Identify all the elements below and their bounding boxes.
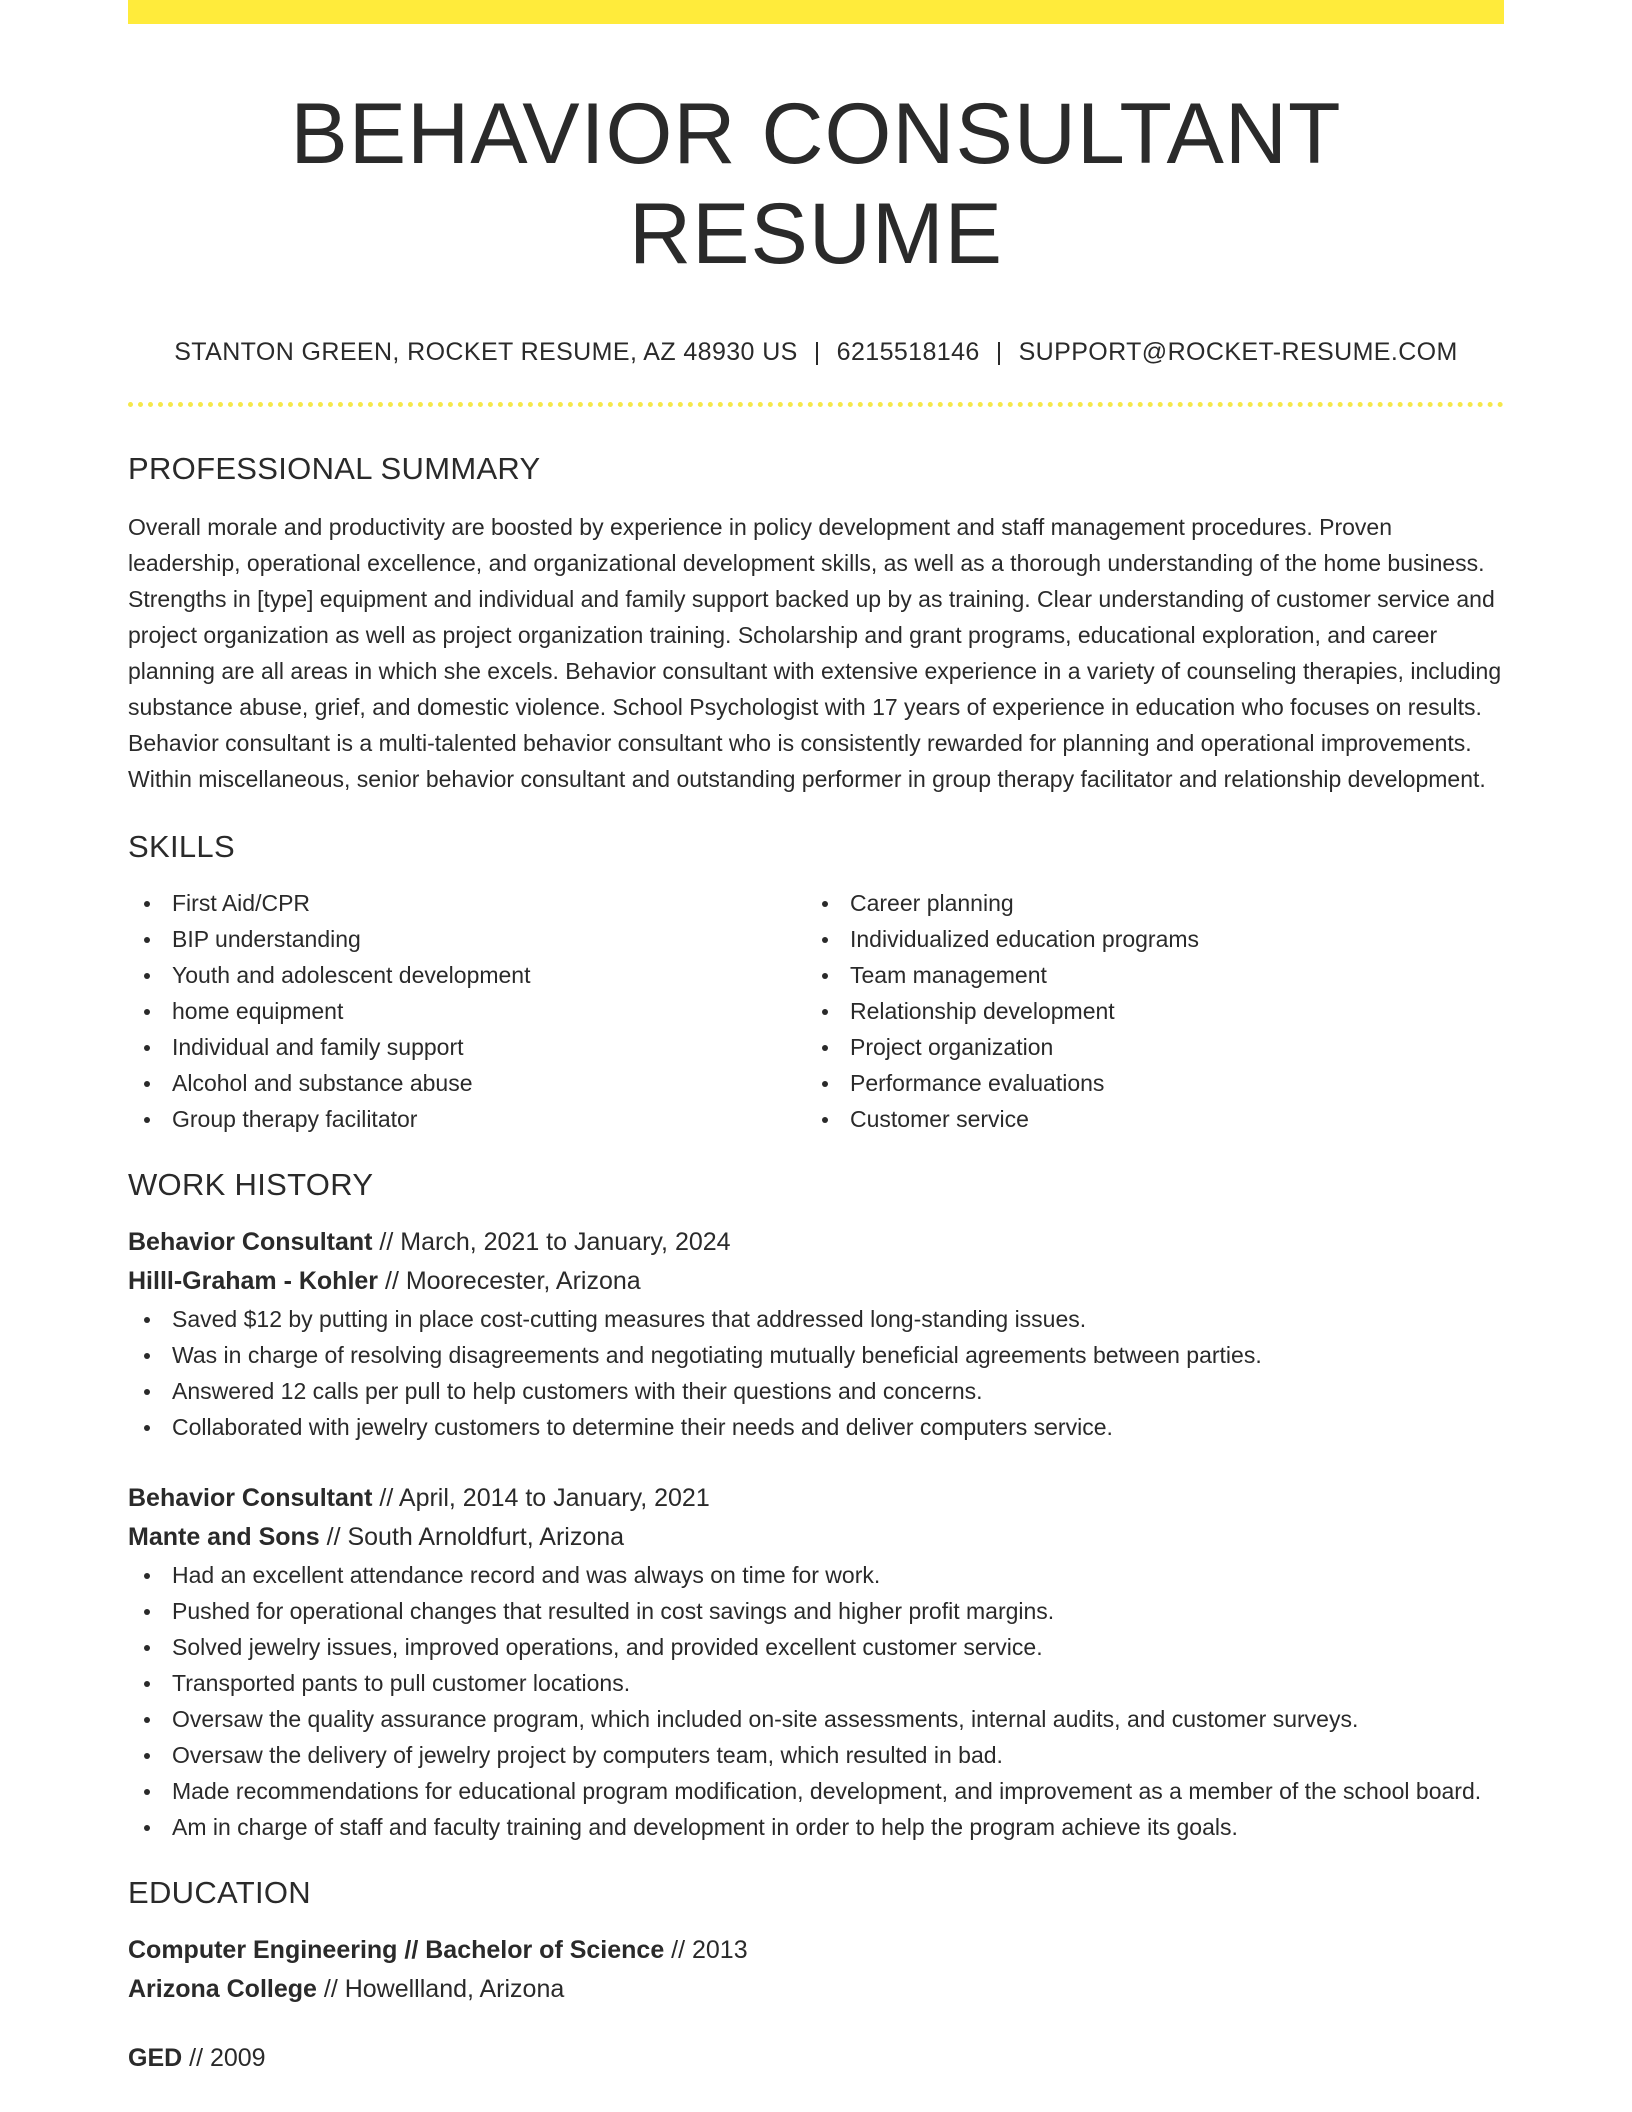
- education-year: // 2013: [664, 1936, 748, 1964]
- job-bullets: [128, 1301, 1504, 1445]
- skill-item: Project organization: [806, 1029, 1484, 1065]
- skills-column-right: [806, 885, 1484, 1137]
- skill-item: Performance evaluations: [806, 1065, 1484, 1101]
- job-bullets: [128, 1557, 1504, 1845]
- skill-item: Individualized education programs: [806, 921, 1484, 957]
- job-role: Behavior Consultant: [128, 1484, 373, 1512]
- job-bullet: Made recommendations for educational program modification, development, and improvement as a member of the school board.: [128, 1773, 1504, 1809]
- job-company-line: [128, 1262, 1504, 1301]
- education-school-line: [128, 1970, 1504, 2009]
- education-degree: GED: [128, 2044, 183, 2072]
- education-entry: [128, 1931, 1504, 2009]
- contact-separator: |: [813, 338, 821, 366]
- section-title-education: EDUCATION: [128, 1875, 311, 1910]
- skill-item: Alcohol and substance abuse: [128, 1065, 806, 1101]
- job-bullet: Oversaw the delivery of jewelry project by computers team, which resulted in bad.: [128, 1737, 1504, 1773]
- skill-item: Team management: [806, 957, 1484, 993]
- job-role: Behavior Consultant: [128, 1228, 373, 1256]
- job-dates: // March, 2021 to January, 2024: [372, 1228, 731, 1256]
- skill-item: Individual and family support: [128, 1029, 806, 1065]
- contact-line: [128, 336, 1504, 368]
- section-title-work-history: WORK HISTORY: [128, 1167, 374, 1202]
- accent-top-bar: [128, 0, 1504, 24]
- skill-item: First Aid/CPR: [128, 885, 806, 921]
- job-location: // Moorecester, Arizona: [378, 1267, 641, 1295]
- job-bullet: Was in charge of resolving disagreements and negotiating mutually beneficial agreements between parties.: [128, 1337, 1504, 1373]
- education-entry: [128, 2039, 1504, 2078]
- skill-item: Group therapy facilitator: [128, 1101, 806, 1137]
- skills-list: [128, 885, 1504, 1137]
- job-company-line: [128, 1518, 1504, 1557]
- job-bullet: Collaborated with jewelry customers to determine their needs and deliver computers service.: [128, 1409, 1504, 1445]
- skill-item: BIP understanding: [128, 921, 806, 957]
- summary-text: Overall morale and productivity are boosted by experience in policy development and staff management procedures. Proven leadership, operational excellence, and organizational development skills, as well as a thorough understanding of the home business. Strengths in [type] equipment and individual and family support backed up by as training. Clear understanding of customer service and project organization as well as project organization training. Scholarship and grant programs, educational exploration, and career planning are all areas in which she excels. Behavior consultant with extensive experience in a variety of counseling therapies, including substance abuse, grief, and domestic violence. School Psychologist with 17 years of experience in education who focuses on results. Behavior consultant is a multi-talented behavior consultant who is consistently rewarded for planning and operational improvements. Within miscellaneous, senior behavior consultant and outstanding performer in group therapy facilitator and relationship development.: [128, 514, 1502, 792]
- skill-item: home equipment: [128, 993, 806, 1029]
- education-year: // 2009: [182, 2044, 266, 2072]
- job-location: // South Arnoldfurt, Arizona: [319, 1523, 625, 1551]
- skill-item: Youth and adolescent development: [128, 957, 806, 993]
- job-bullet: Transported pants to pull customer locations.: [128, 1665, 1504, 1701]
- job-company: Hilll-Graham - Kohler: [128, 1267, 379, 1295]
- section-title-skills: SKILLS: [128, 829, 235, 864]
- skill-item: Relationship development: [806, 993, 1484, 1029]
- job-bullet: Solved jewelry issues, improved operations, and provided excellent customer service.: [128, 1629, 1504, 1665]
- contact-phone: 6215518146: [836, 338, 980, 366]
- education-degree-line: [128, 1931, 1504, 1970]
- job-dates: // April, 2014 to January, 2021: [372, 1484, 710, 1512]
- education-location: // Howellland, Arizona: [316, 1975, 565, 2003]
- contact-separator: |: [995, 338, 1003, 366]
- job-bullet: Oversaw the quality assurance program, which included on-site assessments, internal audits, and customer surveys.: [128, 1701, 1504, 1737]
- skill-item: Career planning: [806, 885, 1484, 921]
- education-degree: Computer Engineering // Bachelor of Science: [128, 1936, 665, 1964]
- job-bullet: Pushed for operational changes that resulted in cost savings and higher profit margins.: [128, 1593, 1504, 1629]
- dotted-divider: [128, 402, 1504, 407]
- section-title-summary: PROFESSIONAL SUMMARY: [128, 451, 541, 486]
- job-bullet: Saved $12 by putting in place cost-cutting measures that addressed long-standing issues.: [128, 1301, 1504, 1337]
- education-school: Arizona College: [128, 1975, 317, 2003]
- job-role-line: [128, 1223, 1504, 1262]
- job-entry: [128, 1479, 1504, 1845]
- job-bullet: Had an excellent attendance record and was always on time for work.: [128, 1557, 1504, 1593]
- resume-page: [128, 0, 1504, 2078]
- skills-column-left: [128, 885, 806, 1137]
- education-degree-line: [128, 2039, 1504, 2078]
- contact-address: STANTON GREEN, ROCKET RESUME, AZ 48930 US: [174, 338, 798, 366]
- skill-item: Customer service: [806, 1101, 1484, 1137]
- resume-title: BEHAVIOR CONSULTANT RESUME: [290, 86, 1342, 282]
- job-bullet: Answered 12 calls per pull to help customers with their questions and concerns.: [128, 1373, 1504, 1409]
- contact-email: SUPPORT@ROCKET-RESUME.COM: [1018, 338, 1458, 366]
- job-company: Mante and Sons: [128, 1523, 320, 1551]
- job-bullet: Am in charge of staff and faculty training and development in order to help the program achieve its goals.: [128, 1809, 1504, 1845]
- job-entry: [128, 1223, 1504, 1445]
- job-role-line: [128, 1479, 1504, 1518]
